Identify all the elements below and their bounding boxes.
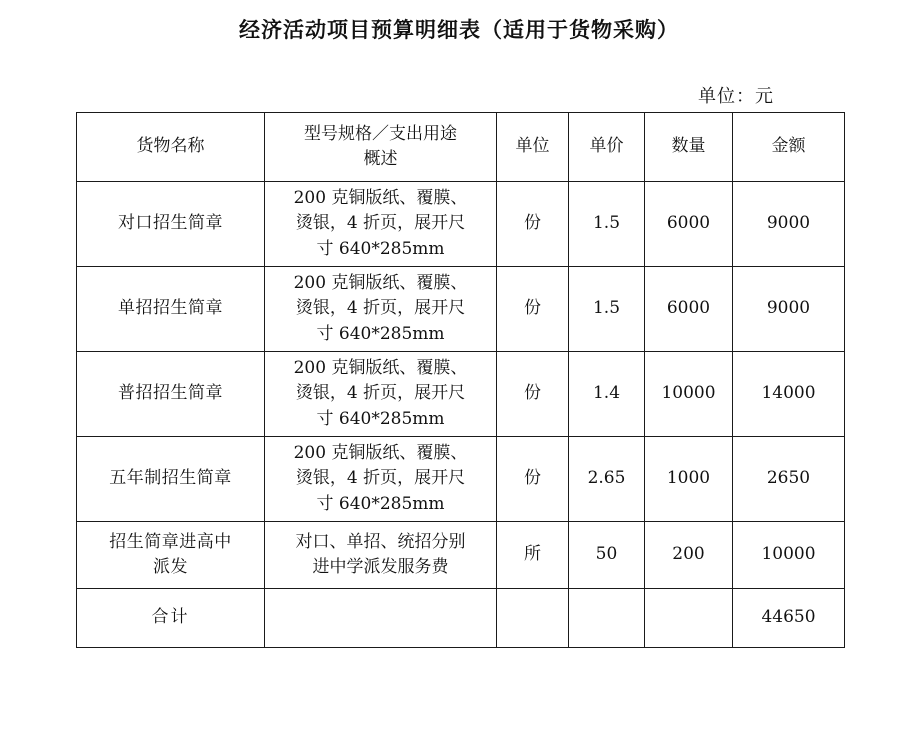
cell-spec-line2: 烫银，4 折页，展开尺 (295, 383, 466, 404)
cell-total-qty (645, 589, 733, 648)
column-header-unit: 单位 (497, 113, 569, 182)
cell-qty: 1000 (645, 437, 733, 522)
table-row (77, 437, 845, 522)
cell-goods-name-line1: 招生简章进高中 (109, 531, 232, 552)
cell-unit: 份 (497, 182, 569, 267)
cell-price: 2.65 (569, 437, 645, 522)
cell-spec-line3: 寸 640*285mm (316, 323, 445, 344)
cell-goods-name (77, 522, 265, 589)
cell-price: 1.4 (569, 352, 645, 437)
column-header-qty: 数量 (645, 113, 733, 182)
table-row (77, 182, 845, 267)
cell-price: 50 (569, 522, 645, 589)
cell-goods-name: 五年制招生简章 (77, 437, 265, 522)
cell-total-price (569, 589, 645, 648)
cell-amount: 10000 (733, 522, 845, 589)
cell-amount: 14000 (733, 352, 845, 437)
document-page (0, 14, 918, 737)
cell-spec-line2: 进中学派发服务费 (312, 557, 449, 577)
cell-qty: 200 (645, 522, 733, 589)
cell-spec (265, 352, 497, 437)
table-row (77, 522, 845, 589)
cell-goods-name: 对口招生简章 (77, 182, 265, 267)
column-header-spec-line1: 型号规格／支出用途 (304, 123, 457, 144)
cell-qty: 6000 (645, 267, 733, 352)
budget-table (76, 112, 845, 648)
cell-total-unit (497, 589, 569, 648)
cell-unit: 份 (497, 352, 569, 437)
column-header-price: 单价 (569, 113, 645, 182)
cell-spec (265, 522, 497, 589)
cell-total-spec (265, 589, 497, 648)
cell-price: 1.5 (569, 267, 645, 352)
cell-spec-line1: 200 克铜版纸、覆膜、 (293, 187, 468, 208)
cell-spec-line2: 烫银，4 折页，展开尺 (295, 213, 466, 234)
cell-spec-line3: 寸 640*285mm (316, 493, 445, 514)
table-body (77, 182, 845, 648)
cell-spec-line1: 200 克铜版纸、覆膜、 (293, 272, 468, 293)
column-header-spec-line2: 概述 (363, 149, 398, 169)
page-title: 经济活动项目预算明细表（适用于货物采购） (239, 17, 679, 42)
table-header-row (77, 113, 845, 182)
cell-goods-name-line2: 派发 (153, 557, 188, 577)
cell-amount: 2650 (733, 437, 845, 522)
cell-spec (265, 437, 497, 522)
cell-goods-name: 普招招生简章 (77, 352, 265, 437)
table-total-row (77, 589, 845, 648)
cell-spec-line1: 200 克铜版纸、覆膜、 (293, 442, 468, 463)
table-header (77, 113, 845, 182)
column-header-amount: 金额 (733, 113, 845, 182)
cell-spec (265, 182, 497, 267)
budget-table-container (76, 112, 844, 648)
cell-qty: 10000 (645, 352, 733, 437)
cell-goods-name: 单招招生简章 (77, 267, 265, 352)
cell-unit: 份 (497, 437, 569, 522)
cell-unit: 份 (497, 267, 569, 352)
cell-amount: 9000 (733, 182, 845, 267)
cell-spec-line1: 对口、单招、统招分别 (295, 532, 466, 553)
table-row (77, 352, 845, 437)
cell-unit: 所 (497, 522, 569, 589)
currency-unit-note: 单位：元 (698, 86, 774, 107)
cell-total-label: 合计 (77, 589, 265, 648)
cell-spec-line3: 寸 640*285mm (316, 408, 445, 429)
column-header-name: 货物名称 (77, 113, 265, 182)
cell-spec-line2: 烫银，4 折页，展开尺 (295, 468, 466, 489)
cell-spec-line3: 寸 640*285mm (316, 238, 445, 259)
cell-spec-line1: 200 克铜版纸、覆膜、 (293, 357, 468, 378)
cell-spec-line2: 烫银，4 折页，展开尺 (295, 298, 466, 319)
column-header-spec (265, 113, 497, 182)
table-row (77, 267, 845, 352)
cell-total-amount: 44650 (733, 589, 845, 648)
cell-qty: 6000 (645, 182, 733, 267)
cell-spec (265, 267, 497, 352)
cell-price: 1.5 (569, 182, 645, 267)
cell-amount: 9000 (733, 267, 845, 352)
